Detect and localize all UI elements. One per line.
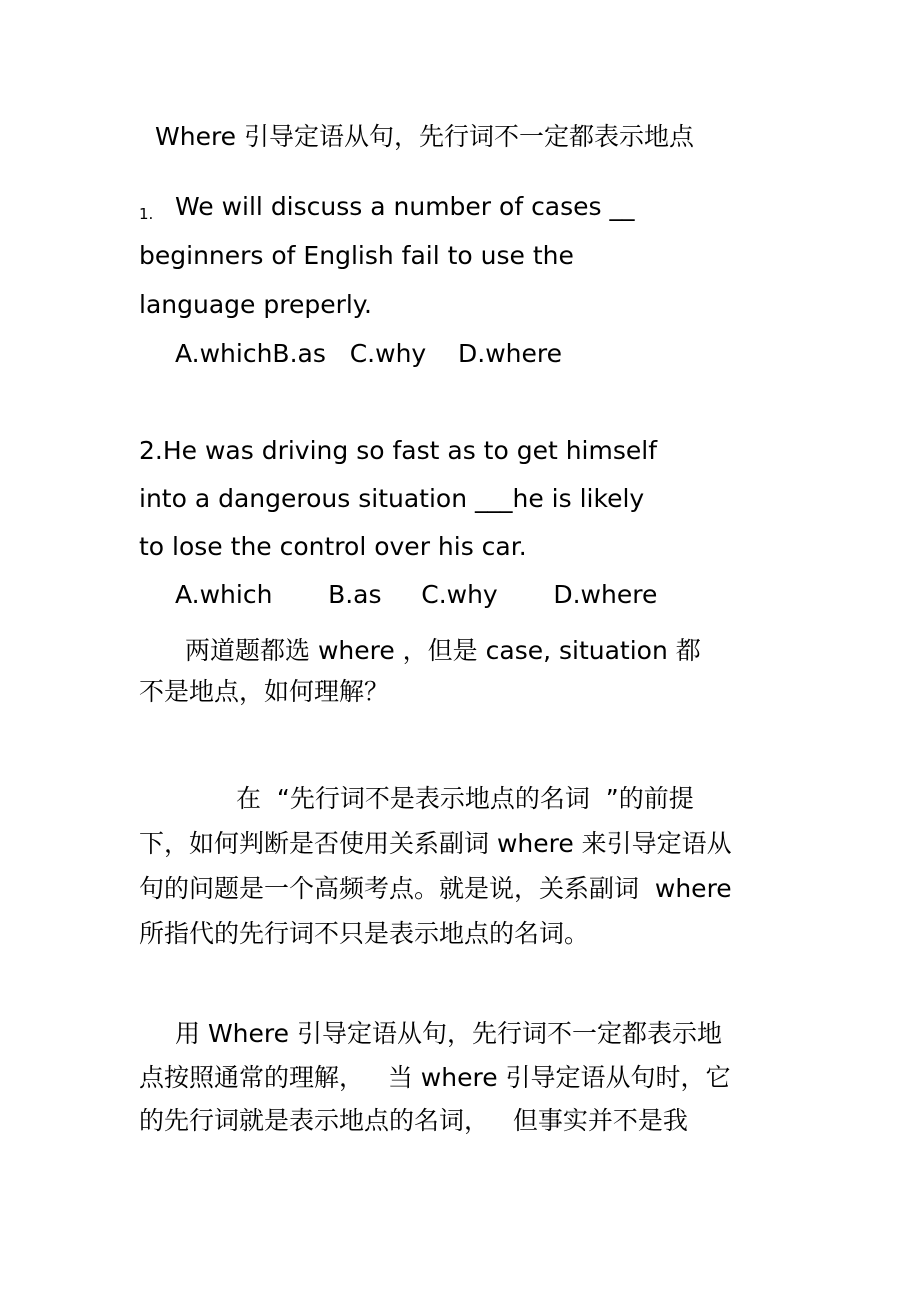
question-2-line-2: into a dangerous situation ___he is likely (139, 484, 645, 513)
paragraph-2-line-1: 用 Where 引导定语从句，先行词不一定都表示地 (175, 1019, 722, 1048)
question-2-line-3: to lose the control over his car. (139, 532, 527, 561)
paragraph-1-line-1: 在 “先行词不是表示地点的名词 ”的前提 (236, 784, 694, 813)
paragraph-1-line-4: 所指代的先行词不只是表示地点的名词。 (139, 919, 590, 948)
paragraph-2-line-3: 的先行词就是表示地点的名词， 但事实并不是我 (139, 1106, 688, 1135)
paragraph-1-line-2: 下，如何判断是否使用关系副词 where 来引导定语从 (139, 829, 732, 858)
paragraph-1-line-3: 句的问题是一个高频考点。就是说，关系副词 where (139, 874, 732, 903)
question-1-number: 1. (139, 205, 154, 223)
question-text-line-1: 两道题都选 where ，但是 case, situation 都 (185, 636, 701, 665)
paragraph-2-line-2: 点按照通常的理解， 当 where 引导定语从句时，它 (139, 1063, 731, 1092)
question-text-line-2: 不是地点，如何理解？ (139, 677, 390, 706)
question-1-line-2: beginners of English fail to use the (139, 241, 574, 270)
question-1-options: A.whichB.as C.why D.where (175, 339, 562, 368)
question-2-options: A.which B.as C.why D.where (175, 580, 658, 609)
question-1-line-3: language preperly. (139, 290, 372, 319)
question-1-line-1: We will discuss a number of cases __ (175, 192, 635, 221)
question-2-line-1: 2.He was driving so fast as to get himself (139, 436, 658, 465)
document-title: Where 引导定语从句，先行词不一定都表示地点 (155, 122, 695, 151)
